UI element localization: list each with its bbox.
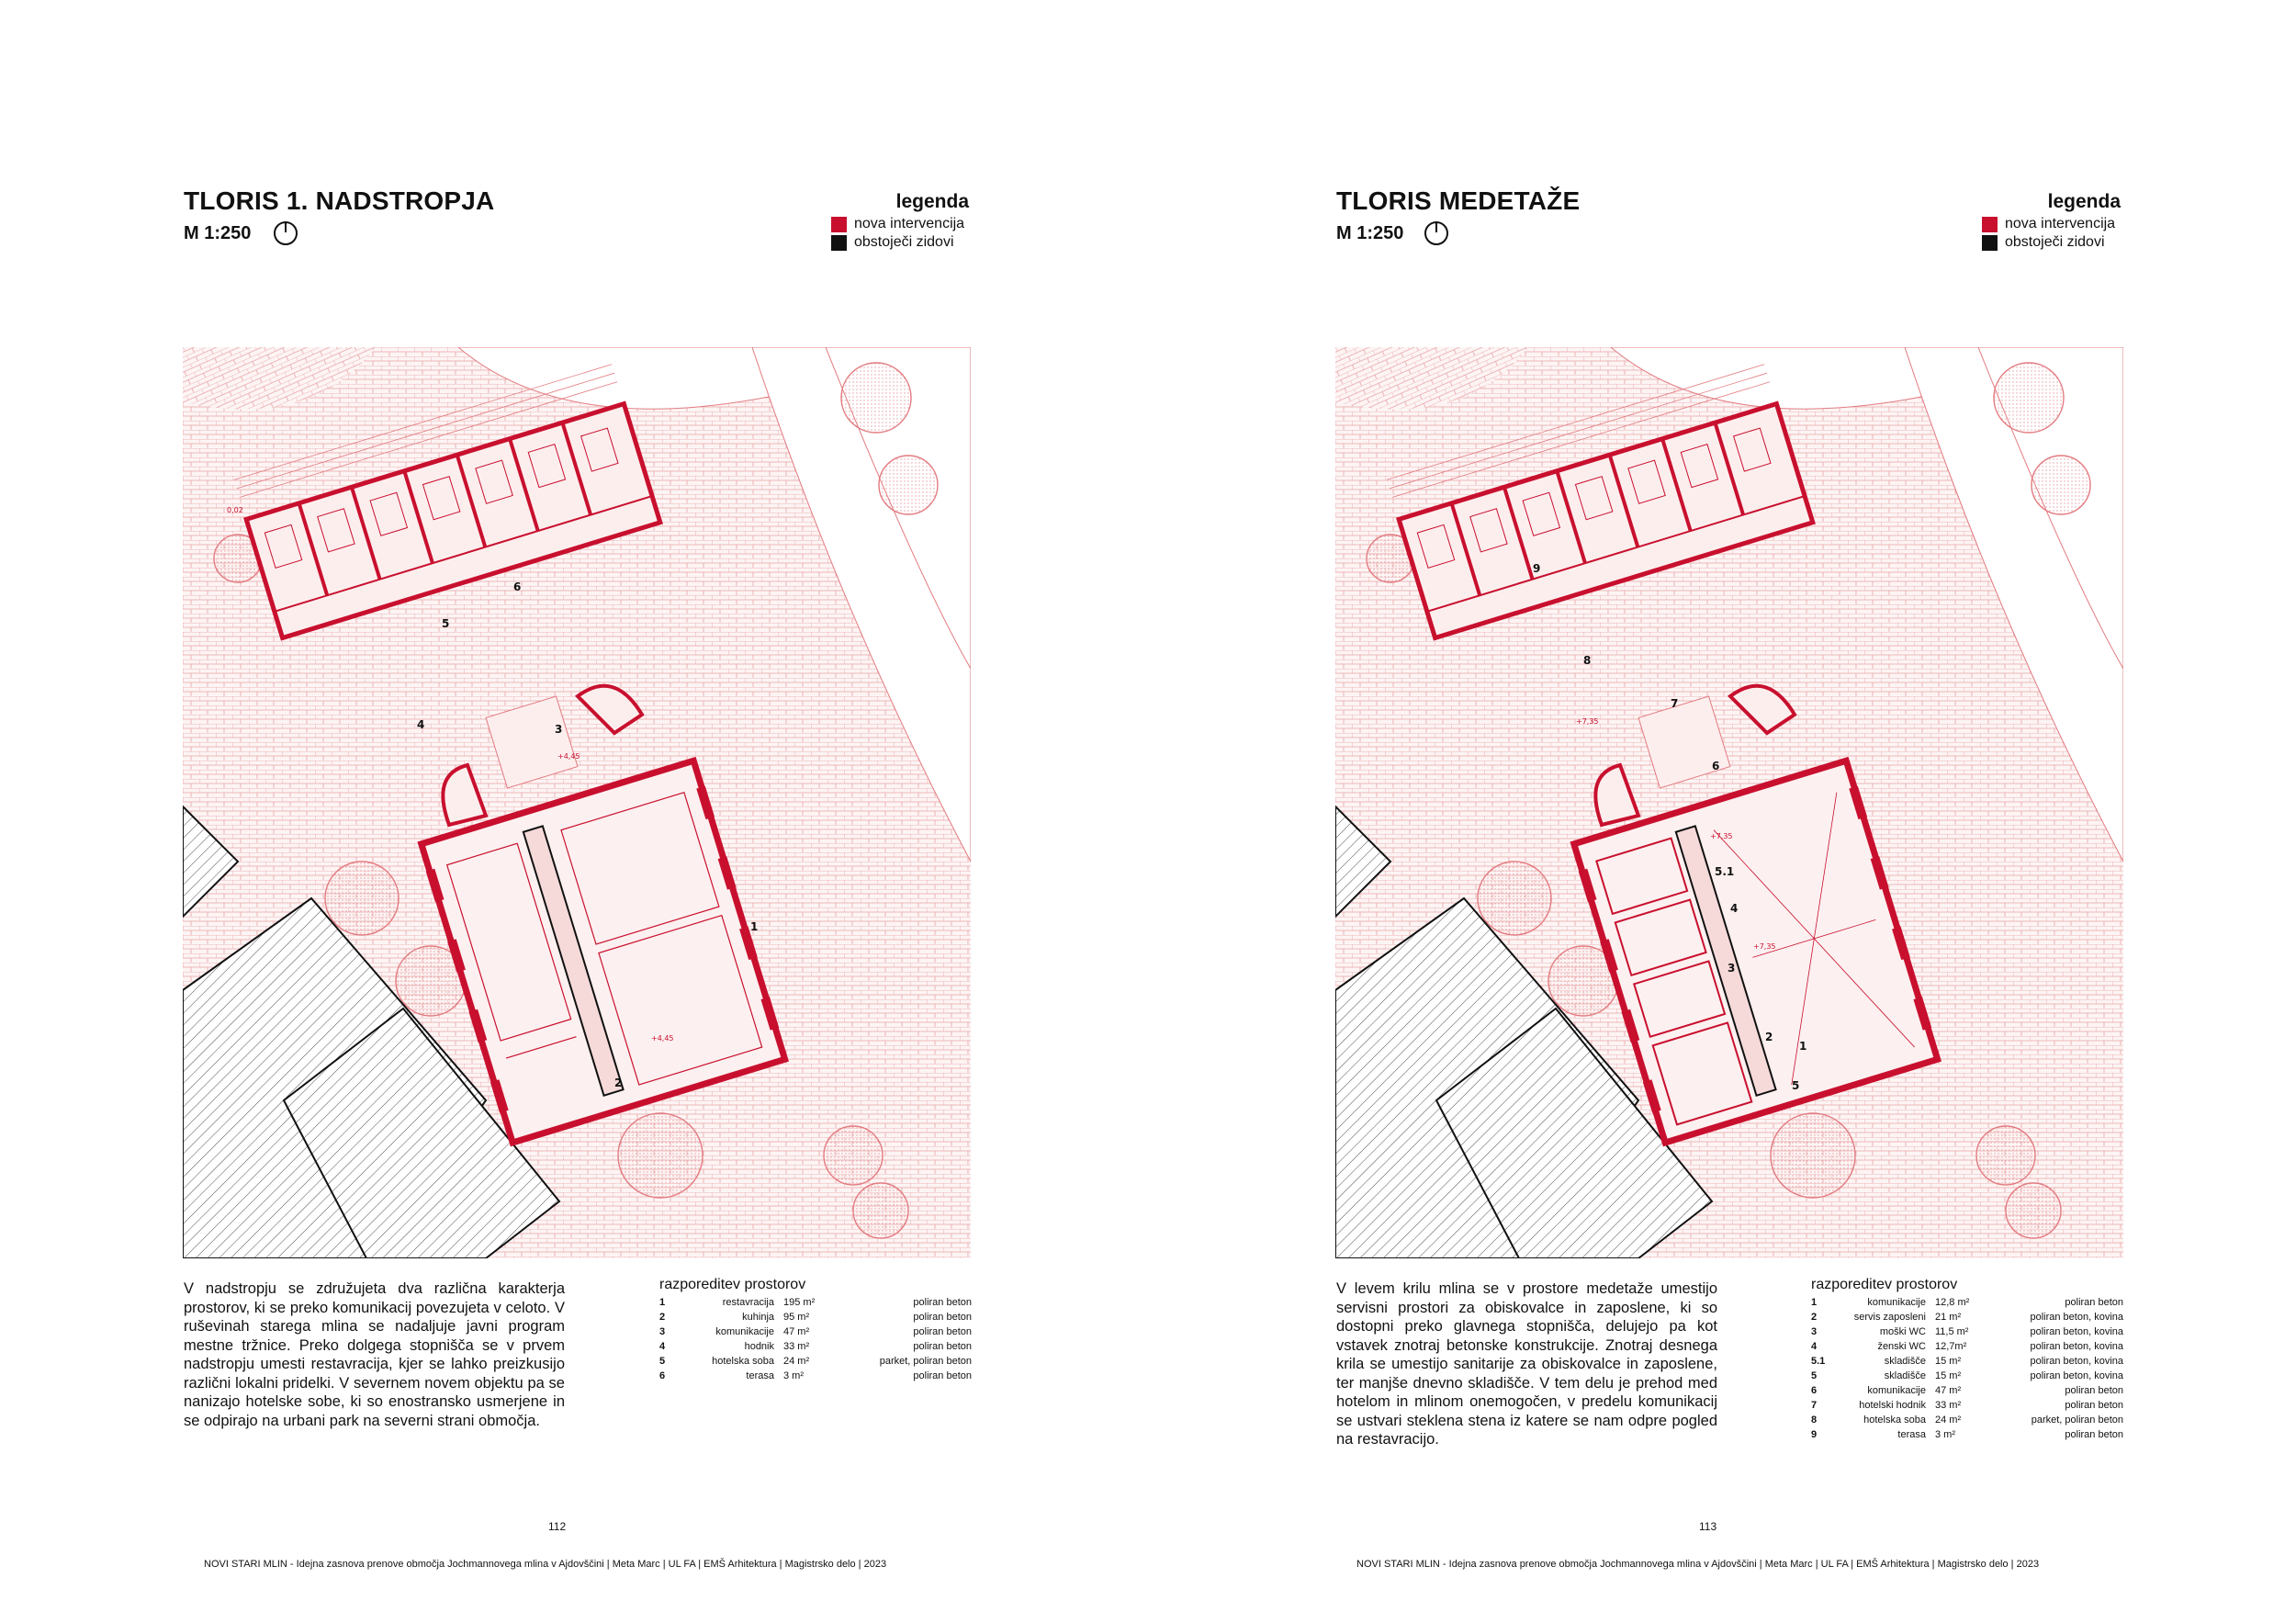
room-row [1811, 1324, 2123, 1339]
room-row [659, 1369, 972, 1383]
room-material: poliran beton, kovina [2030, 1312, 2123, 1323]
level-label: +7,35 [1576, 717, 1599, 726]
black-swatch-icon [1982, 235, 1998, 251]
plan-label-1: 1 [1799, 1040, 1807, 1053]
room-number: 9 [1811, 1429, 1818, 1440]
floor-plan-drawing [183, 347, 971, 1258]
room-name: hodnik [744, 1341, 774, 1352]
plan-label-7: 7 [1671, 697, 1679, 710]
room-row [1811, 1339, 2123, 1354]
room-material: poliran beton, kovina [2030, 1326, 2123, 1337]
room-area: 21 m² [1935, 1312, 1962, 1323]
room-number: 1 [659, 1297, 666, 1308]
north-arrow-icon [274, 221, 298, 245]
room-area: 47 m² [1935, 1385, 1962, 1396]
footer-text: NOVI STARI MLIN - Idejna zasnova prenove območja Jochmannovega mlina v Ajdovščini | Meta Marc | UL FA | EMŠ Arhitektura | Magistrsko delo | 2023 [204, 1559, 887, 1570]
plan-label-5: 5 [442, 617, 450, 630]
room-material: poliran beton [2065, 1429, 2123, 1440]
room-number: 7 [1811, 1400, 1818, 1411]
red-swatch-icon [1982, 217, 1998, 232]
plan-label-4: 4 [417, 718, 425, 731]
plan-label-2: 2 [1765, 1031, 1773, 1043]
room-row [1811, 1398, 2123, 1413]
room-area: 11,5 m² [1935, 1326, 1969, 1337]
room-row [1811, 1310, 2123, 1324]
plan-label-5-1: 5.1 [1715, 865, 1735, 878]
room-material: poliran beton [913, 1326, 972, 1337]
room-material: poliran beton, kovina [2030, 1370, 2123, 1381]
room-list [659, 1295, 972, 1383]
room-material: poliran beton [2065, 1297, 2123, 1308]
room-area: 33 m² [783, 1341, 810, 1352]
room-row [659, 1310, 972, 1324]
room-area: 12,7m² [1935, 1341, 1967, 1352]
room-row [1811, 1427, 2123, 1442]
room-row [1811, 1369, 2123, 1383]
room-material: parket, poliran beton [879, 1356, 972, 1367]
level-label: +4,45 [651, 1034, 674, 1043]
room-material: poliran beton [913, 1341, 972, 1352]
room-name: hotelska soba [1863, 1414, 1926, 1426]
room-material: poliran beton [913, 1312, 972, 1323]
room-material: poliran beton [2065, 1400, 2123, 1411]
page-number: 112 [548, 1520, 567, 1533]
plan-label-3: 3 [555, 723, 563, 736]
plan-label-5: 5 [1792, 1079, 1800, 1092]
room-row [659, 1339, 972, 1354]
room-name: ženski WC [1877, 1341, 1926, 1352]
plan-label-6: 6 [1712, 760, 1720, 772]
room-area: 95 m² [783, 1312, 810, 1323]
room-name: restavracija [722, 1297, 774, 1308]
room-name: moški WC [1879, 1326, 1926, 1337]
description-text: V levem krilu mlina se v prostore medetaže umestijo servisni prostori za obiskovalce in zaposlene, ki so dostopni preko glavnega stopnišča, delujejo pa kot vstavek znotraj betonske konstrukcije. Znotraj desnega krila se umestijo sanitarije za obiskovalce in zaposlene, ter manjše dnevno skladišče. V tem delu je prehod med hotelom in mlinom onemogočen, v predelu komunikacij se ustvari steklena stena iz katere se nam odpre pogled na restavracijo. [1336, 1280, 1717, 1448]
room-name: komunikacije [715, 1326, 774, 1337]
legend-new: nova intervencija [1982, 216, 2115, 232]
room-name: skladišče [1884, 1356, 1926, 1367]
room-area: 24 m² [1935, 1414, 1962, 1426]
page-title: TLORIS MEDETAŽE [1336, 186, 1581, 215]
room-row [659, 1324, 972, 1339]
legend-title: legenda [895, 191, 969, 212]
scale-label: M 1:250 [1336, 223, 1404, 243]
room-number: 6 [1811, 1385, 1818, 1396]
level-label: +7,35 [1710, 832, 1733, 840]
room-name: komunikacije [1867, 1297, 1926, 1308]
floor-plan-svg [183, 347, 971, 1258]
plan-label-3: 3 [1728, 962, 1736, 975]
room-number: 2 [659, 1312, 666, 1323]
room-number: 2 [1811, 1312, 1818, 1323]
room-number: 4 [1811, 1341, 1818, 1352]
room-area: 15 m² [1935, 1370, 1962, 1381]
room-name: terasa [1897, 1429, 1926, 1440]
page-number: 113 [1699, 1520, 1717, 1533]
page-title: TLORIS 1. NADSTROPJA [184, 186, 495, 215]
room-schedule-title: razporeditev prostorov [659, 1277, 806, 1292]
black-swatch-icon [831, 235, 847, 251]
room-material: poliran beton, kovina [2030, 1341, 2123, 1352]
room-number: 6 [659, 1370, 666, 1381]
legend-new: nova intervencija [831, 216, 964, 232]
room-area: 15 m² [1935, 1356, 1962, 1367]
room-row [1811, 1413, 2123, 1427]
level-label: +4,45 [557, 752, 580, 761]
room-material: poliran beton [913, 1297, 972, 1308]
room-name: hotelski hodnik [1859, 1400, 1926, 1411]
room-number: 1 [1811, 1297, 1818, 1308]
room-number: 5.1 [1811, 1356, 1826, 1367]
room-area: 3 m² [1935, 1429, 1955, 1440]
room-number: 4 [659, 1341, 666, 1352]
room-name: terasa [746, 1370, 774, 1381]
footer-text: NOVI STARI MLIN - Idejna zasnova prenove območja Jochmannovega mlina v Ajdovščini | Meta Marc | UL FA | EMŠ Arhitektura | Magistrsko delo | 2023 [1356, 1559, 2040, 1570]
room-row [1811, 1354, 2123, 1369]
plan-label-8: 8 [1583, 654, 1592, 667]
plan-label-2: 2 [614, 1076, 623, 1089]
room-row [659, 1295, 972, 1310]
room-material: poliran beton [913, 1370, 972, 1381]
legend-existing: obstoječi zidovi [831, 234, 954, 251]
room-number: 3 [1811, 1326, 1818, 1337]
room-number: 3 [659, 1326, 666, 1337]
room-name: skladišče [1884, 1370, 1926, 1381]
plan-label-9: 9 [1533, 562, 1541, 575]
room-area: 24 m² [783, 1356, 810, 1367]
room-schedule [1811, 1277, 2123, 1442]
room-row [659, 1354, 972, 1369]
room-material: parket, poliran beton [2031, 1414, 2123, 1426]
room-area: 195 m² [783, 1297, 816, 1308]
description-text: V nadstropju se združujeta dva različna karakterja prostorov, ki se preko komunikacij povezujeta v celoto. V ruševinah starega mlina se nadaljuje javni program mestne tržnice. Preko dolgega stopnišča se v prvem nadstropju umesti restavracija, kjer se lahko preizkusijo različni lokalni pridelki. V severnem novem objektu pa se nanizajo hotelske sobe, ki so enostransko usmerjene in se odpirajo na urbani park na severni strani območja. [184, 1280, 565, 1429]
room-name: servis zaposleni [1853, 1312, 1926, 1323]
north-arrow-icon [1424, 221, 1448, 245]
level-label: 0,02 [227, 506, 243, 514]
floor-plan-drawing [1335, 347, 2123, 1258]
scale-label: M 1:250 [184, 223, 252, 243]
room-number: 5 [659, 1356, 666, 1367]
room-area: 47 m² [783, 1326, 810, 1337]
room-area: 3 m² [783, 1370, 804, 1381]
room-name: komunikacije [1867, 1385, 1926, 1396]
room-name: hotelska soba [712, 1356, 774, 1367]
room-area: 33 m² [1935, 1400, 1962, 1411]
room-row [1811, 1383, 2123, 1398]
level-label: +7,35 [1753, 942, 1776, 951]
room-schedule-title: razporeditev prostorov [1811, 1277, 1958, 1292]
red-swatch-icon [831, 217, 847, 232]
room-schedule [659, 1277, 972, 1383]
room-row [1811, 1295, 2123, 1310]
legend-title: legenda [2047, 191, 2121, 212]
room-number: 8 [1811, 1414, 1818, 1426]
plan-label-4: 4 [1730, 902, 1739, 915]
plan-label-1: 1 [750, 920, 759, 933]
plan-label-6: 6 [513, 580, 522, 593]
right-page [1148, 0, 2296, 1623]
floor-plan-svg [1335, 347, 2123, 1258]
room-list [1811, 1295, 2123, 1442]
room-number: 5 [1811, 1370, 1818, 1381]
room-area: 12,8 m² [1935, 1297, 1970, 1308]
legend-existing: obstoječi zidovi [1982, 234, 2105, 251]
room-material: poliran beton [2065, 1385, 2123, 1396]
room-material: poliran beton, kovina [2030, 1356, 2123, 1367]
room-name: kuhinja [742, 1312, 774, 1323]
